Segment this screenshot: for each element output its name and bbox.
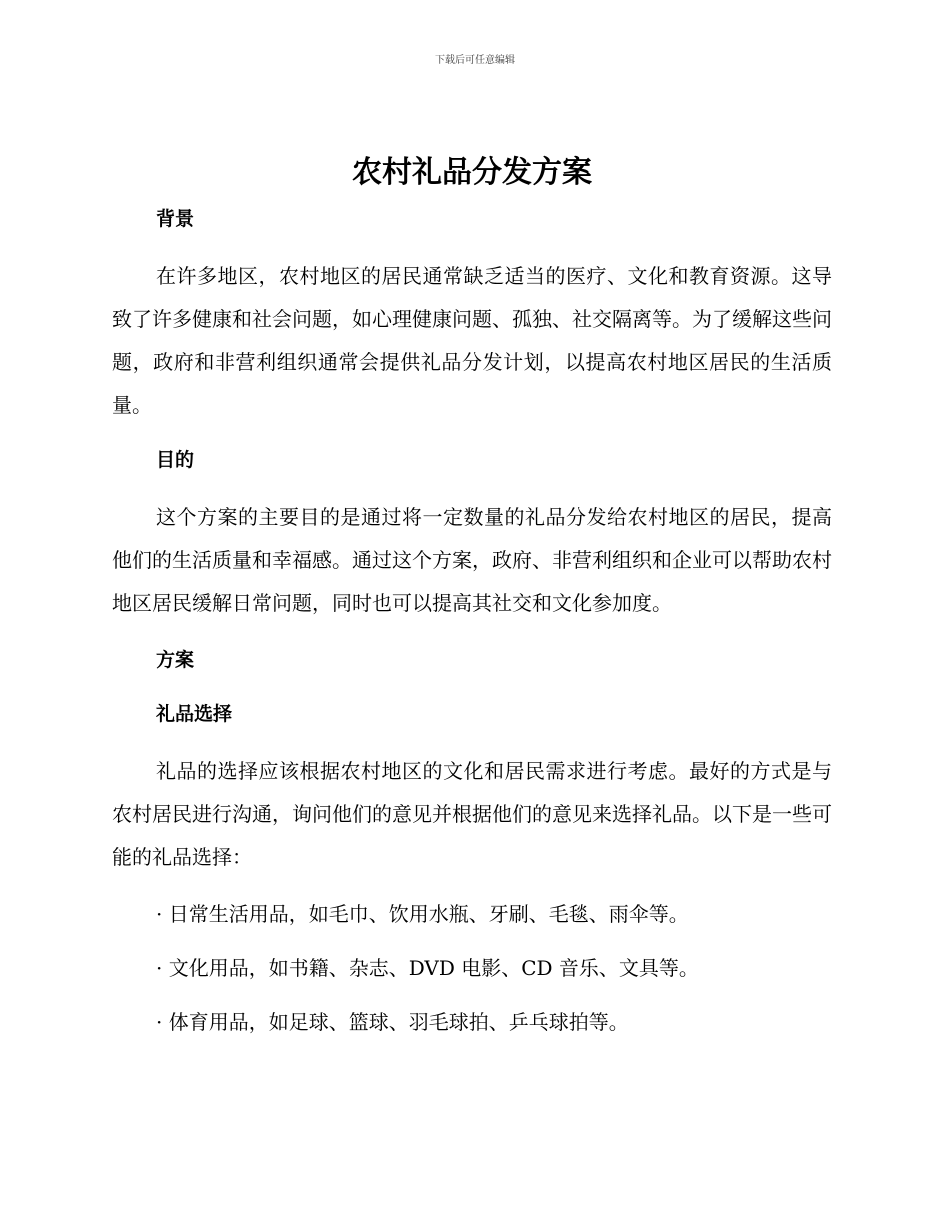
section-gift-selection bbox=[112, 699, 832, 1044]
document-title: 农村礼品分发方案 bbox=[352, 155, 592, 190]
document-body bbox=[112, 148, 832, 1044]
list-item: · 文化用品，如书籍、杂志、DVD 电影、CD 音乐、文具等。 bbox=[156, 956, 699, 980]
background-paragraph: 在许多地区，农村地区的居民通常缺乏适当的医疗、文化和教育资源。这导致了许多健康和社会问题，如心理健康问题、孤独、社交隔离等。为了缓解这些问题，政府和非营利组织通常会提供礼品分发计划，以提高农村地区居民的生活质量。 bbox=[112, 264, 832, 417]
gift-selection-paragraph: 礼品的选择应该根据农村地区的文化和居民需求进行考虑。最好的方式是与农村居民进行沟通，询问他们的意见并根据他们的意见来选择礼品。以下是一些可能的礼品选择： bbox=[112, 759, 832, 869]
section-heading-purpose: 目的 bbox=[156, 449, 195, 471]
section-heading-plan: 方案 bbox=[156, 649, 195, 671]
list-item: · 体育用品，如足球、篮球、羽毛球拍、乒乓球拍等。 bbox=[156, 1010, 629, 1034]
section-heading-gift-selection: 礼品选择 bbox=[156, 703, 233, 725]
section-purpose bbox=[112, 445, 832, 625]
section-plan bbox=[112, 645, 832, 675]
page-header: 下载后可任意编辑 bbox=[435, 55, 515, 66]
purpose-paragraph: 这个方案的主要目的是通过将一定数量的礼品分发给农村地区的居民，提高他们的生活质量和幸福感。通过这个方案，政府、非营利组织和企业可以帮助农村地区居民缓解日常问题，同时也可以提高其社交和文化参加度。 bbox=[112, 505, 832, 615]
list-item: · 日常生活用品，如毛巾、饮用水瓶、牙刷、毛毯、雨伞等。 bbox=[156, 902, 689, 926]
section-background bbox=[112, 204, 832, 427]
gift-list bbox=[112, 893, 832, 1044]
section-heading-background: 背景 bbox=[156, 208, 195, 230]
